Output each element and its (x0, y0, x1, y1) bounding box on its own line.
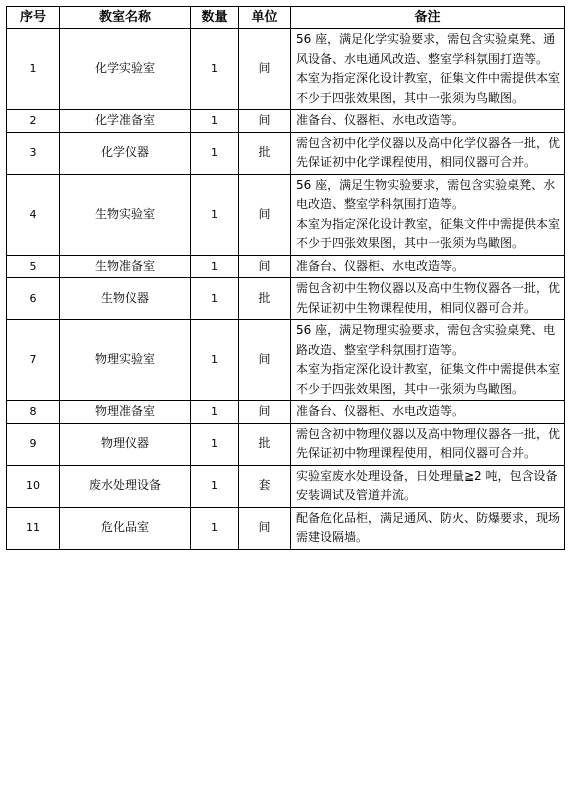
header-remarks: 备注 (291, 7, 565, 29)
table-row (7, 465, 565, 507)
room-name: 生物准备室 (60, 255, 191, 278)
unit: 套 (239, 465, 291, 507)
remarks (291, 401, 565, 424)
unit: 批 (239, 423, 291, 465)
remark-paragraph: 需包含初中化学仪器以及高中化学仪器各一批，优先保证初中化学课程使用，相同仪器可合并。 (296, 135, 561, 169)
equipment-table (6, 6, 565, 550)
remarks (291, 110, 565, 133)
table-row (7, 255, 565, 278)
remarks (291, 255, 565, 278)
room-name: 物理仪器 (60, 423, 191, 465)
unit: 间 (239, 110, 291, 133)
row-number: 1 (7, 29, 60, 110)
room-name: 生物实验室 (60, 174, 191, 255)
room-name: 危化品室 (60, 507, 191, 549)
table-row (7, 29, 565, 110)
row-number: 3 (7, 132, 60, 174)
unit: 间 (239, 320, 291, 401)
quantity: 1 (191, 110, 239, 133)
table-body (7, 29, 565, 550)
unit: 间 (239, 174, 291, 255)
remark-paragraph: 56 座，满足化学实验要求，需包含实验桌凳、通风设备、水电通风改造、整室学科氛围打造等。 (296, 32, 556, 66)
room-name: 生物仪器 (60, 278, 191, 320)
remarks (291, 278, 565, 320)
remark-paragraph: 本室为指定深化设计教室，征集文件中需提供本室不少于四张效果图，其中一张须为鸟瞰图。 (296, 71, 561, 105)
quantity: 1 (191, 401, 239, 424)
room-name: 废水处理设备 (60, 465, 191, 507)
remark-paragraph: 配备危化品柜，满足通风、防火、防爆要求，现场需建设隔墙。 (296, 510, 561, 544)
remark-paragraph: 56 座，满足生物实验要求，需包含实验桌凳、水电改造、整室学科氛围打造等。 (296, 177, 556, 211)
quantity: 1 (191, 465, 239, 507)
row-number: 8 (7, 401, 60, 424)
room-name: 化学仪器 (60, 132, 191, 174)
header-quantity: 数量 (191, 7, 239, 29)
unit: 间 (239, 29, 291, 110)
remarks (291, 174, 565, 255)
remark-paragraph: 准备台、仪器柜、水电改造等。 (296, 258, 465, 273)
quantity: 1 (191, 132, 239, 174)
row-number: 4 (7, 174, 60, 255)
row-number: 7 (7, 320, 60, 401)
room-name: 物理准备室 (60, 401, 191, 424)
table-row (7, 507, 565, 549)
row-number: 9 (7, 423, 60, 465)
table-row (7, 110, 565, 133)
table-row (7, 423, 565, 465)
table-row (7, 401, 565, 424)
remarks (291, 423, 565, 465)
header-no: 序号 (7, 7, 60, 29)
table-row (7, 320, 565, 401)
remarks (291, 465, 565, 507)
remark-paragraph: 56 座，满足物理实验要求，需包含实验桌凳、电路改造、整室学科氛围打造等。 (296, 323, 556, 357)
quantity: 1 (191, 320, 239, 401)
remarks (291, 132, 565, 174)
table-row (7, 132, 565, 174)
table-row (7, 278, 565, 320)
quantity: 1 (191, 255, 239, 278)
header-room-name: 教室名称 (60, 7, 191, 29)
row-number: 10 (7, 465, 60, 507)
remark-paragraph: 本室为指定深化设计教室，征集文件中需提供本室不少于四张效果图，其中一张须为鸟瞰图。 (296, 362, 561, 396)
unit: 批 (239, 132, 291, 174)
room-name: 化学准备室 (60, 110, 191, 133)
row-number: 11 (7, 507, 60, 549)
remark-paragraph: 准备台、仪器柜、水电改造等。 (296, 404, 465, 418)
header-row (7, 7, 565, 29)
row-number: 5 (7, 255, 60, 278)
table-row (7, 174, 565, 255)
quantity: 1 (191, 278, 239, 320)
row-number: 2 (7, 110, 60, 133)
unit: 间 (239, 255, 291, 278)
remarks (291, 29, 565, 110)
quantity: 1 (191, 174, 239, 255)
header-unit: 单位 (239, 7, 291, 29)
remarks (291, 320, 565, 401)
remark-paragraph: 本室为指定深化设计教室，征集文件中需提供本室不少于四张效果图，其中一张须为鸟瞰图。 (296, 216, 561, 250)
unit: 批 (239, 278, 291, 320)
remark-paragraph: 需包含初中生物仪器以及高中生物仪器各一批，优先保证初中生物课程使用，相同仪器可合并。 (296, 281, 561, 315)
unit: 间 (239, 507, 291, 549)
remarks (291, 507, 565, 549)
quantity: 1 (191, 507, 239, 549)
remark-paragraph: 实验室废水处理设备，日处理量≧2 吨，包含设备安装调试及管道并流。 (296, 468, 558, 502)
room-name: 化学实验室 (60, 29, 191, 110)
quantity: 1 (191, 29, 239, 110)
row-number: 6 (7, 278, 60, 320)
remark-paragraph: 准备台、仪器柜、水电改造等。 (296, 113, 465, 127)
unit: 间 (239, 401, 291, 424)
room-name: 物理实验室 (60, 320, 191, 401)
remark-paragraph: 需包含初中物理仪器以及高中物理仪器各一批，优先保证初中物理课程使用，相同仪器可合并。 (296, 426, 561, 460)
quantity: 1 (191, 423, 239, 465)
